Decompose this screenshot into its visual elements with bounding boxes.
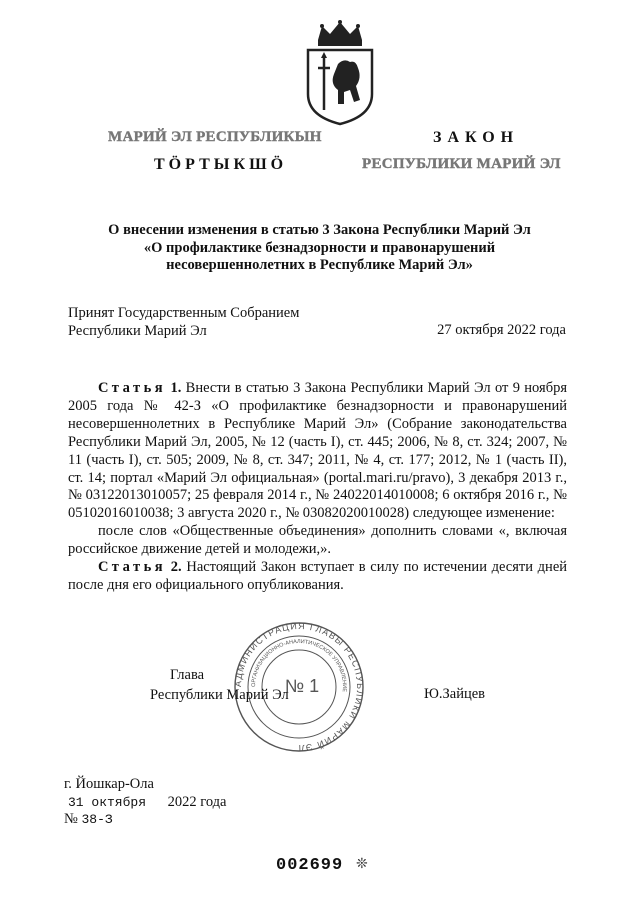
adopted-by [68,304,299,340]
header-law-mari: ТӦРТЫКШӦ [154,156,288,173]
adopted-line: Республики Марий Эл [68,323,207,339]
adopted-line: Принят Государственным Собранием [68,305,300,321]
signatory-name: Ю.Зайцев [424,686,486,702]
coat-of-arms-emblem [300,20,380,126]
title-line: несовершеннолетних в Республике Марий Эл» [166,257,473,273]
law-number-prefix: № [64,811,78,827]
signing-date [64,794,227,811]
article-number: 2. [170,559,182,576]
law-number [64,811,113,828]
article-text: Настоящий Закон вступает в силу по истечении десяти дней после дня его официального опубликования. [68,559,568,593]
signatory-title-line: Глава [170,667,205,683]
signatory-title-line: Республики Марий Эл [150,687,289,703]
stamp-number: № 1 [284,676,320,696]
law-number-value: 38-З [81,812,113,827]
header-mari-republic: МАРИЙ ЭЛ РЕСПУБЛИКЫН [108,129,322,145]
signing-date-day: 31 октября [68,795,147,810]
serial-number: 002699 [276,856,344,875]
place-of-signing: г. Йошкар-Ола [64,776,154,792]
title-line: «О профилактике безнадзорности и правонарушений [143,239,496,256]
stamp-inner-text: ОРГАНИЗАЦИОННО-АНАЛИТИЧЕСКОЕ УПРАВЛЕНИЕ [250,638,348,693]
signatory-title [150,665,289,705]
article-1-change: после слов «Общественные объединения» дополнить словами «, включая российское движение детей и молодежи,». [68,523,567,558]
article-label: Статья [98,559,167,576]
article-text: Внести в статью 3 Закона Республики Марий Эл от 9 ноября 2005 года № 42-З «О профилактике безнадзорности и правонарушений несовершеннолетних в Республике Марий Эл» (Собрание законодательства Республики Марий Эл, 2005, № 12 (часть I), ст. 445; 2006, № 8, ст. 324; 2007, № 11 (часть I), ст. 505; 2009, № 8, ст. 347; 2011, № 4, ст. 177; 2012, № 1 (часть II), ст. 14; портал «Марий Эл официальная» (portal.mari.ru/pravo), 3 декабря 2013 г., № 03122013010057; 25 февраля 2014 г., № 24022014010008; 6 октября 2016 г., № 05102016010038; 3 августа 2020 г., № 03082020010028) следующее изменение: [68,380,567,522]
title-line: О внесении изменения в статью 3 Закона Республики Марий Эл [108,222,531,238]
law-body [68,380,567,595]
serial-ornament: ❊ [356,857,368,872]
signing-date-year: 2022 года [167,794,227,810]
article-label: Статья [98,380,167,396]
article-number: 1. [170,380,182,396]
header-law: ЗАКОН [433,129,520,146]
article-2 [68,559,567,595]
stamp-outer-text: АДМИНИСТРАЦИЯ ГЛАВЫ РЕСПУБЛИКИ МАРИЙ ЭЛ [232,620,366,754]
adopted-date: 27 октября 2022 года [437,322,566,338]
article-1 [68,380,567,523]
document-title [60,222,579,275]
header-republic-ru: РЕСПУБЛИКИ МАРИЙ ЭЛ [362,156,561,172]
